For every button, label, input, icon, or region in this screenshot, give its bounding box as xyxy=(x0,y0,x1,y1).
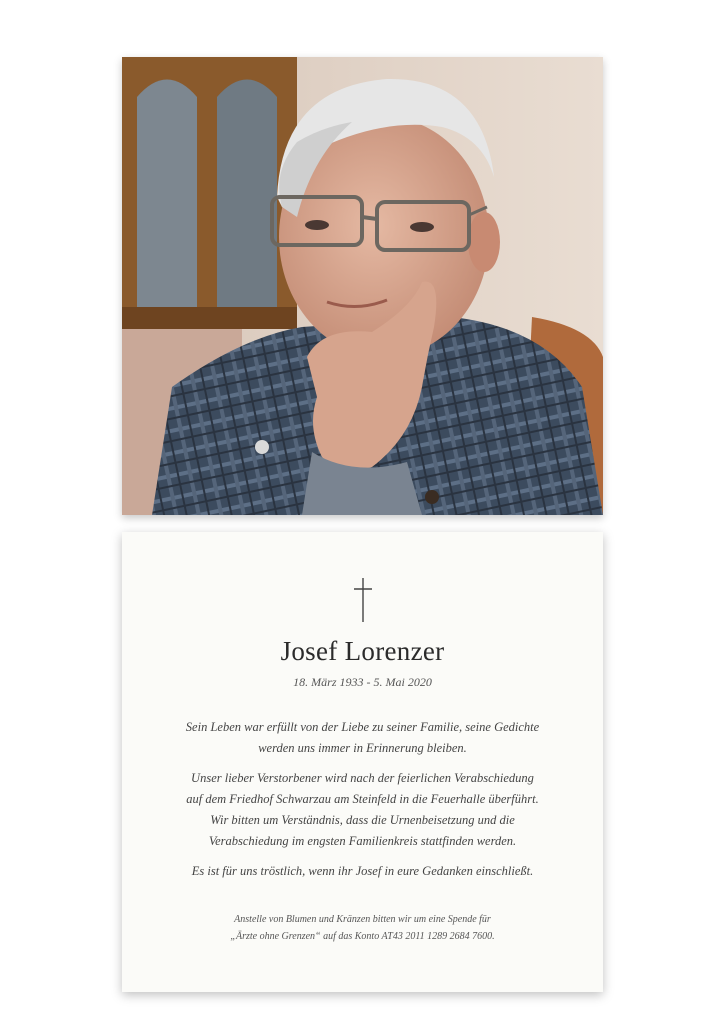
text-line: Sein Leben war erfüllt von der Liebe zu seiner Familie, seine Gedichte xyxy=(185,720,540,734)
text-line: „Ärzte ohne Grenzen“ auf das Konto AT43 2011 1289 2684 7600. xyxy=(230,931,495,942)
text-line: Unser lieber Verstorbener wird nach der feierlichen Verabschiedung xyxy=(191,771,534,785)
paragraph-1 xyxy=(152,717,573,759)
text-line: Es ist für uns tröstlich, wenn ihr Josef in eure Gedanken einschließt. xyxy=(191,864,534,878)
donation-note xyxy=(152,911,573,945)
cross-icon xyxy=(351,576,375,624)
text-line: auf dem Friedhof Schwarzau am Steinfeld in die Feuerhalle überführt. xyxy=(186,792,539,806)
text-line: werden uns immer in Erinnerung bleiben. xyxy=(258,741,467,755)
portrait-photo xyxy=(122,57,603,515)
memorial-text xyxy=(152,717,573,891)
paragraph-3 xyxy=(152,861,573,882)
paragraph-2 xyxy=(152,768,573,852)
text-line: Anstelle von Blumen und Kränzen bitten wir um eine Spende für xyxy=(234,914,491,925)
deceased-name: Josef Lorenzer xyxy=(280,636,445,666)
life-dates: 18. März 1933 - 5. Mai 2020 xyxy=(293,675,432,689)
portrait-image xyxy=(122,57,603,515)
text-line: Verabschiedung im engsten Familienkreis stattfinden werden. xyxy=(208,834,517,848)
memorial-card xyxy=(122,532,603,992)
text-line: Wir bitten um Verständnis, dass die Urnenbeisetzung und die xyxy=(210,813,515,827)
